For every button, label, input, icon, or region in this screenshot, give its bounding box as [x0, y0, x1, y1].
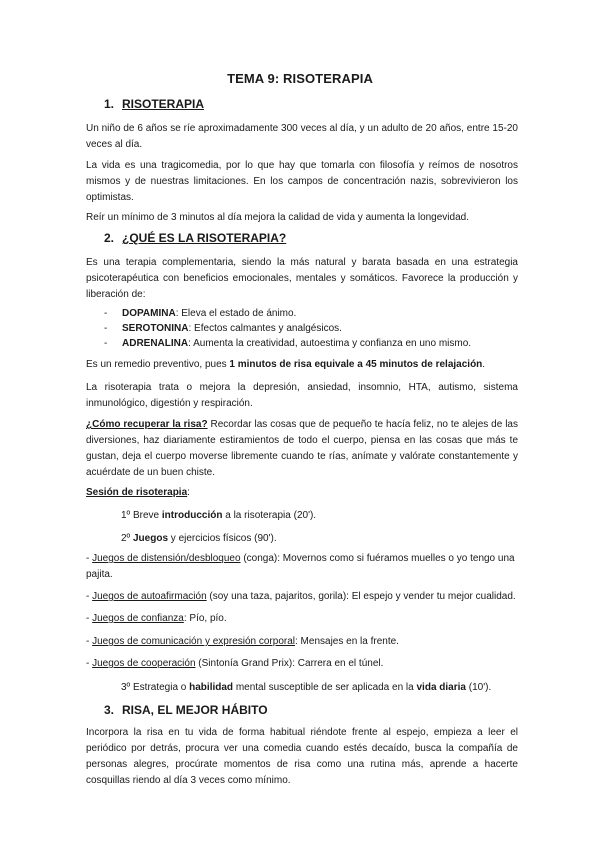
text-run: (conga): Movernos como si fuéramos muelles o yo tengo una pajita. — [86, 553, 515, 580]
text-run: 3º Estrategia o — [121, 682, 190, 693]
section-title: ¿QUÉ ES LA RISOTERAPIA? — [122, 231, 287, 245]
text-run: Recordar las cosas que de pequeño te hacía feliz, no te alejes de las diversiones, haz diariamente estiramientos de todo el cuerpo, piensa en las cosas que más te gustan, deja el cuerpo moverse libremente cuando te rías, anímate y valórate constantemente y acuérdate de un buen chiste. — [86, 419, 518, 478]
bullet-dash: - — [104, 323, 108, 334]
text-run: y ejercicios físicos (90'). — [168, 533, 277, 544]
session-step-3 — [121, 680, 491, 696]
paragraph: Incorpora la risa en tu vida de forma habitual riéndote frente al espejo, empieza a leer el periódico por detrás, procura ver una comedia cuando estés decaído, busca la compañía de personas alegres, procúrate momentos de risa como una rutina más, aprende a hacerte cosquillas riendo al día 3 veces como mínimo. — [86, 727, 518, 786]
section-heading-1 — [104, 97, 204, 111]
text-run: - — [86, 553, 93, 564]
game-label: Juegos de autoafirmación — [92, 591, 207, 602]
emphasis: vida diaria — [416, 682, 466, 693]
paragraph: Un niño de 6 años se ríe aproximadamente 300 veces al día, y un adulto de 20 años, entre 15-20 veces al día. — [86, 123, 518, 150]
paragraph — [86, 417, 518, 481]
session-step-2 — [121, 531, 277, 547]
session-step-1 — [121, 508, 316, 524]
text-run: (Sintonía Grand Prix): Carrera en el túnel. — [195, 658, 384, 669]
text-run: - — [86, 658, 93, 669]
game-label: Juegos de confianza — [92, 613, 184, 624]
list-item — [104, 336, 518, 351]
bullet-term: SEROTONINA — [122, 323, 189, 334]
text-run: a la risoterapia (20'). — [222, 510, 317, 521]
game-label: Juegos de comunicación y expresión corporal — [92, 636, 295, 647]
text-run: - — [86, 636, 93, 647]
emphasis: habilidad — [189, 682, 234, 693]
text-run: - — [86, 613, 93, 624]
paragraph — [86, 357, 518, 373]
text-run: . — [482, 359, 486, 370]
paragraph — [86, 485, 518, 501]
list-item — [104, 306, 518, 321]
section-number: 1. — [104, 97, 115, 111]
text-run: (10'). — [465, 682, 492, 693]
game-item — [86, 634, 518, 650]
game-item — [86, 551, 518, 583]
list-item — [104, 321, 518, 336]
paragraph: Reír un mínimo de 3 minutos al día mejora la calidad de vida y aumenta la longevidad. — [86, 212, 469, 223]
section-heading-3 — [104, 703, 268, 717]
bullet-dash: - — [104, 338, 108, 349]
bullet-dash: - — [104, 308, 108, 319]
session-label: Sesión de risoterapia — [86, 487, 188, 498]
text-run: : Pío, pío. — [183, 613, 227, 624]
paragraph: La vida es una tragicomedia, por lo que hay que tomarla con filosofía y reímos de nosotros mismos y de nuestras limitaciones. En los campos de concentración nazis, sobrevivieron los optimistas. — [86, 160, 518, 203]
text-run: : — [187, 487, 190, 498]
page-title: TEMA 9: RISOTERAPIA — [227, 71, 373, 86]
bullet-list — [104, 306, 518, 351]
game-label: Juegos de cooperación — [92, 658, 196, 669]
game-item — [86, 656, 518, 672]
section-heading-2 — [104, 231, 286, 245]
text-run: 1º Breve — [121, 510, 162, 521]
bullet-desc: : Eleva el estado de ánimo. — [175, 308, 297, 319]
section-title: RISOTERAPIA — [122, 97, 205, 111]
emphasis: introducción — [161, 510, 223, 521]
text-run: (soy una taza, pajaritos, gorila): El espejo y vender tu mejor cualidad. — [206, 591, 516, 602]
bullet-desc: : Efectos calmantes y analgésicos. — [188, 323, 342, 334]
section-number: 2. — [104, 231, 115, 245]
text-run: Es un remedio preventivo, pues — [86, 359, 230, 370]
text-run: : Mensajes en la frente. — [295, 636, 399, 647]
paragraph: Es una terapia complementaria, siendo la más natural y barata basada en una estrategia psicoterapéutica con beneficios emocionales, mentales y somáticos. Favorece la producción y liberación de: — [86, 257, 518, 300]
text-run: 2º — [121, 533, 133, 544]
recover-label: ¿Cómo recuperar la risa? — [86, 419, 208, 430]
emphasis: 1 minutos de risa equivale a 45 minutos de relajación — [229, 359, 483, 370]
section-number: 3. — [104, 703, 115, 717]
bullet-term: ADRENALINA — [122, 338, 189, 349]
game-item — [86, 611, 518, 627]
section-title: RISA, EL MEJOR HÁBITO — [122, 703, 268, 717]
text-run: mental susceptible de ser aplicada en la — [233, 682, 417, 693]
text-run: - — [86, 591, 93, 602]
bullet-term: DOPAMINA — [122, 308, 176, 319]
game-item — [86, 589, 518, 605]
game-label: Juegos de distensión/desbloqueo — [92, 553, 241, 564]
bullet-desc: : Aumenta la creatividad, autoestima y confianza en uno mismo. — [188, 338, 472, 349]
emphasis: Juegos — [133, 533, 169, 544]
paragraph: La risoterapia trata o mejora la depresión, ansiedad, insomnio, HTA, autismo, sistema inmunológico, digestión y respiración. — [86, 382, 518, 409]
